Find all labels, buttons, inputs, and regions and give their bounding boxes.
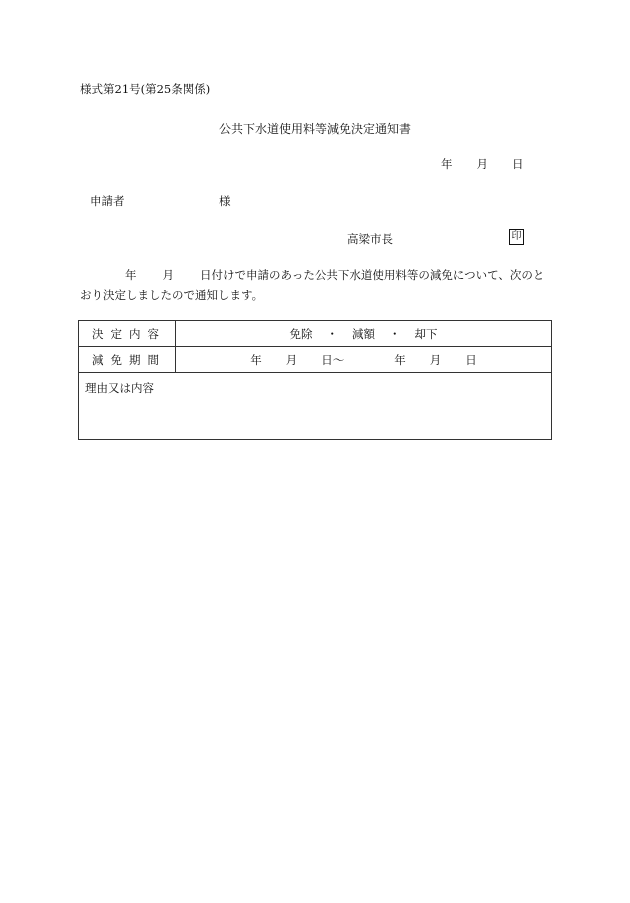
document-title: 公共下水道使用料等減免決定通知書 (218, 122, 411, 136)
body-year: 年 (125, 268, 137, 282)
period-tilde: 〜 (332, 352, 345, 367)
option-exemption: 免除 (289, 326, 313, 341)
reason-label: 理由又は内容 (79, 373, 552, 440)
body-month: 月 (162, 268, 174, 282)
decision-table (78, 320, 552, 440)
period-label: 減免期間 (79, 347, 176, 373)
period-from-day: 日 (321, 352, 333, 367)
decision-label: 決定内容 (79, 321, 176, 347)
period-row (79, 347, 552, 373)
decision-options (176, 321, 552, 347)
notice-body (80, 265, 550, 305)
option-separator: ・ (326, 326, 338, 341)
option-rejection: 却下 (414, 326, 438, 341)
reason-row (79, 373, 552, 440)
issuer-name: 高梁市長 (347, 232, 393, 246)
issue-date (441, 156, 524, 172)
option-separator: ・ (389, 326, 401, 341)
period-from-month: 月 (285, 352, 298, 367)
decision-row (79, 321, 552, 347)
body-text: 日付けで申請のあった公共下水道使用料等の減免について、次のとおり決定しましたので通知します。 (80, 268, 545, 302)
form-number: 様式第21号(第25条関係) (80, 82, 211, 96)
period-values (176, 347, 552, 373)
period-from-year: 年 (250, 352, 262, 367)
issue-date-day: 日 (512, 157, 524, 171)
option-reduction: 減額 (352, 326, 375, 341)
issue-date-year: 年 (441, 157, 453, 171)
period-to-month: 月 (429, 352, 442, 367)
seal-mark: 印 (509, 229, 524, 245)
applicant-label: 申請者 (90, 194, 125, 208)
period-to-day: 日 (465, 352, 477, 367)
period-to-year: 年 (394, 352, 406, 367)
applicant-honorific: 様 (219, 194, 231, 208)
issue-date-month: 月 (476, 157, 488, 171)
